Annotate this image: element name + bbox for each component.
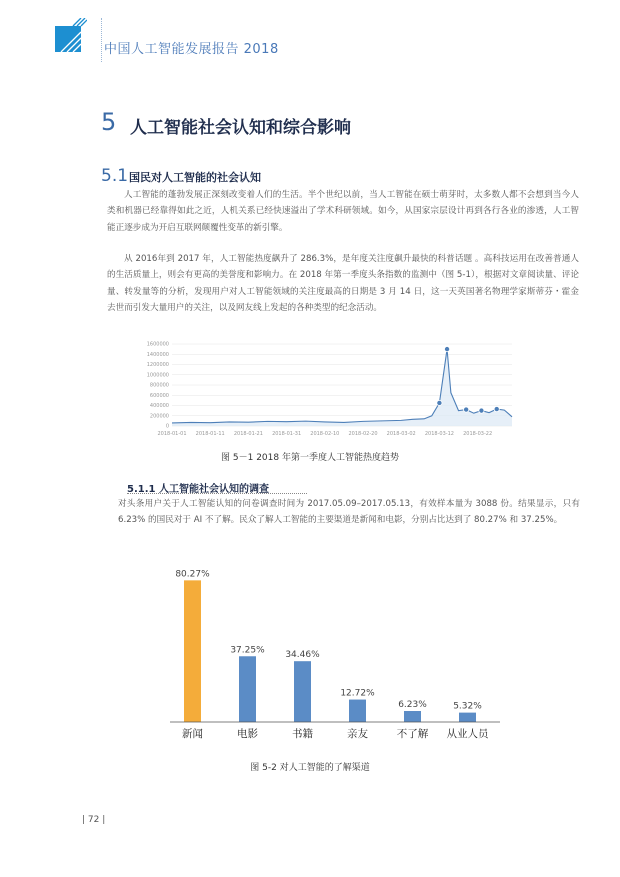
- x-tick-label: 2018-02-20: [348, 431, 378, 437]
- x-tick-label: 2018-03-22: [463, 431, 493, 437]
- paragraph-survey: 对头条用户关于人工智能认知的问卷调查时间为 2017.05.09–2017.05.13，有效样本量为 3088 份。结果显示，只有 6.23% 的国民对于 AI 不了解。民众了解人工智能的主要渠道是新闻和电影，分别占比达到了 80.27% 和 37.25%。: [118, 499, 580, 526]
- bar-value-label: 5.32%: [453, 701, 482, 712]
- report-header-title: 中国人工智能发展报告 2018: [104, 42, 279, 57]
- bar-value-label: 34.46%: [285, 650, 320, 661]
- page-number: | 72 |: [82, 815, 106, 825]
- awareness-channel-bar-chart: [170, 556, 500, 748]
- y-tick-label: 1200000: [146, 362, 169, 368]
- y-tick-label: 1600000: [146, 341, 169, 348]
- x-tick-label: 2018-03-02: [386, 431, 416, 437]
- y-tick-label: 1000000: [146, 372, 169, 379]
- bar: [349, 700, 366, 722]
- x-tick-label: 2018-01-21: [233, 431, 263, 437]
- bar: [239, 656, 256, 722]
- x-tick-label: 2018-02-10: [310, 431, 340, 437]
- report-logo: [55, 18, 87, 52]
- trend-point: [464, 407, 469, 412]
- bar: [404, 711, 421, 722]
- ai-trend-line-chart: [140, 338, 520, 442]
- trend-area: [172, 349, 512, 426]
- bar-value-label: 37.25%: [230, 645, 265, 656]
- bar-value-label: 6.23%: [398, 700, 427, 711]
- trend-point: [494, 406, 499, 411]
- trend-point: [437, 400, 442, 405]
- section-number: 5.1: [101, 166, 129, 186]
- y-tick-label: 1400000: [146, 351, 169, 358]
- y-tick-label: 600000: [149, 392, 169, 399]
- category-label: 亲友: [347, 728, 368, 740]
- trend-point: [479, 408, 484, 413]
- subsection-underline: [127, 493, 307, 494]
- x-tick-label: 2018-01-11: [195, 431, 225, 437]
- paragraph-intro: 人工智能的蓬勃发展正深刻改变着人们的生活。半个世纪以前，当人工智能在硕士萌芽时，太多数人都不会想到当今人类和机器已经靠得如此之近，人机关系已经快速溢出了学术科研领域。如今，从国家宗层设计再到各行各业的渗透，人工智能正逐步成为开启互联网颠覆性变革的新引擎。: [107, 190, 579, 233]
- y-tick-label: 800000: [149, 382, 169, 389]
- figure-5-1-caption: 图 5－1 2018 年第一季度人工智能热度趋势: [221, 453, 399, 463]
- bar: [184, 580, 201, 722]
- bar-value-label: 12.72%: [340, 688, 375, 699]
- trend-point: [444, 347, 449, 352]
- category-label: 不了解: [396, 728, 429, 740]
- y-tick-label: 0: [165, 423, 169, 430]
- category-label: 书籍: [292, 728, 313, 740]
- bar: [294, 661, 311, 722]
- x-tick-label: 2018-01-01: [157, 431, 187, 437]
- category-label: 新闻: [182, 728, 203, 740]
- chapter-number: 5: [101, 108, 117, 136]
- x-tick-label: 2018-01-31: [272, 431, 302, 437]
- y-tick-label: 200000: [149, 413, 169, 420]
- bar: [459, 713, 476, 722]
- chapter-title: 人工智能社会认知和综合影响: [130, 118, 351, 138]
- header-divider: [101, 18, 102, 62]
- bar-value-label: 80.27%: [175, 569, 210, 580]
- section-title: 国民对人工智能的社会认知: [129, 171, 261, 184]
- category-label: 从业人员: [446, 728, 489, 740]
- paragraph-trend: 从 2016年到 2017 年，人工智能热度飙升了 286.3%，是年度关注度飙升最快的科普话题 。高科技运用在改善普通人的生活质量上，则会有更高的美誉度和影响力。在 2018 年第一季度头条指数的监测中（图 5-1），根据对文章阅读量、评论量、转发量等的分析，发现用户对人工智能领域的关注度最高的日期是 3 月 14 日，这一天英国著名物理学家斯蒂芬・霍金去世而引发大量用户的关注，以及网友线上发起的各种类型的纪念活动。: [107, 254, 579, 314]
- subsection-title: 5.1.1 人工智能社会认知的调查: [127, 484, 269, 495]
- x-tick-label: 2018-03-12: [424, 431, 454, 437]
- category-label: 电影: [237, 728, 258, 740]
- y-tick-label: 400000: [149, 403, 169, 409]
- figure-5-2-caption: 图 5-2 对人工智能的了解渠道: [250, 763, 370, 773]
